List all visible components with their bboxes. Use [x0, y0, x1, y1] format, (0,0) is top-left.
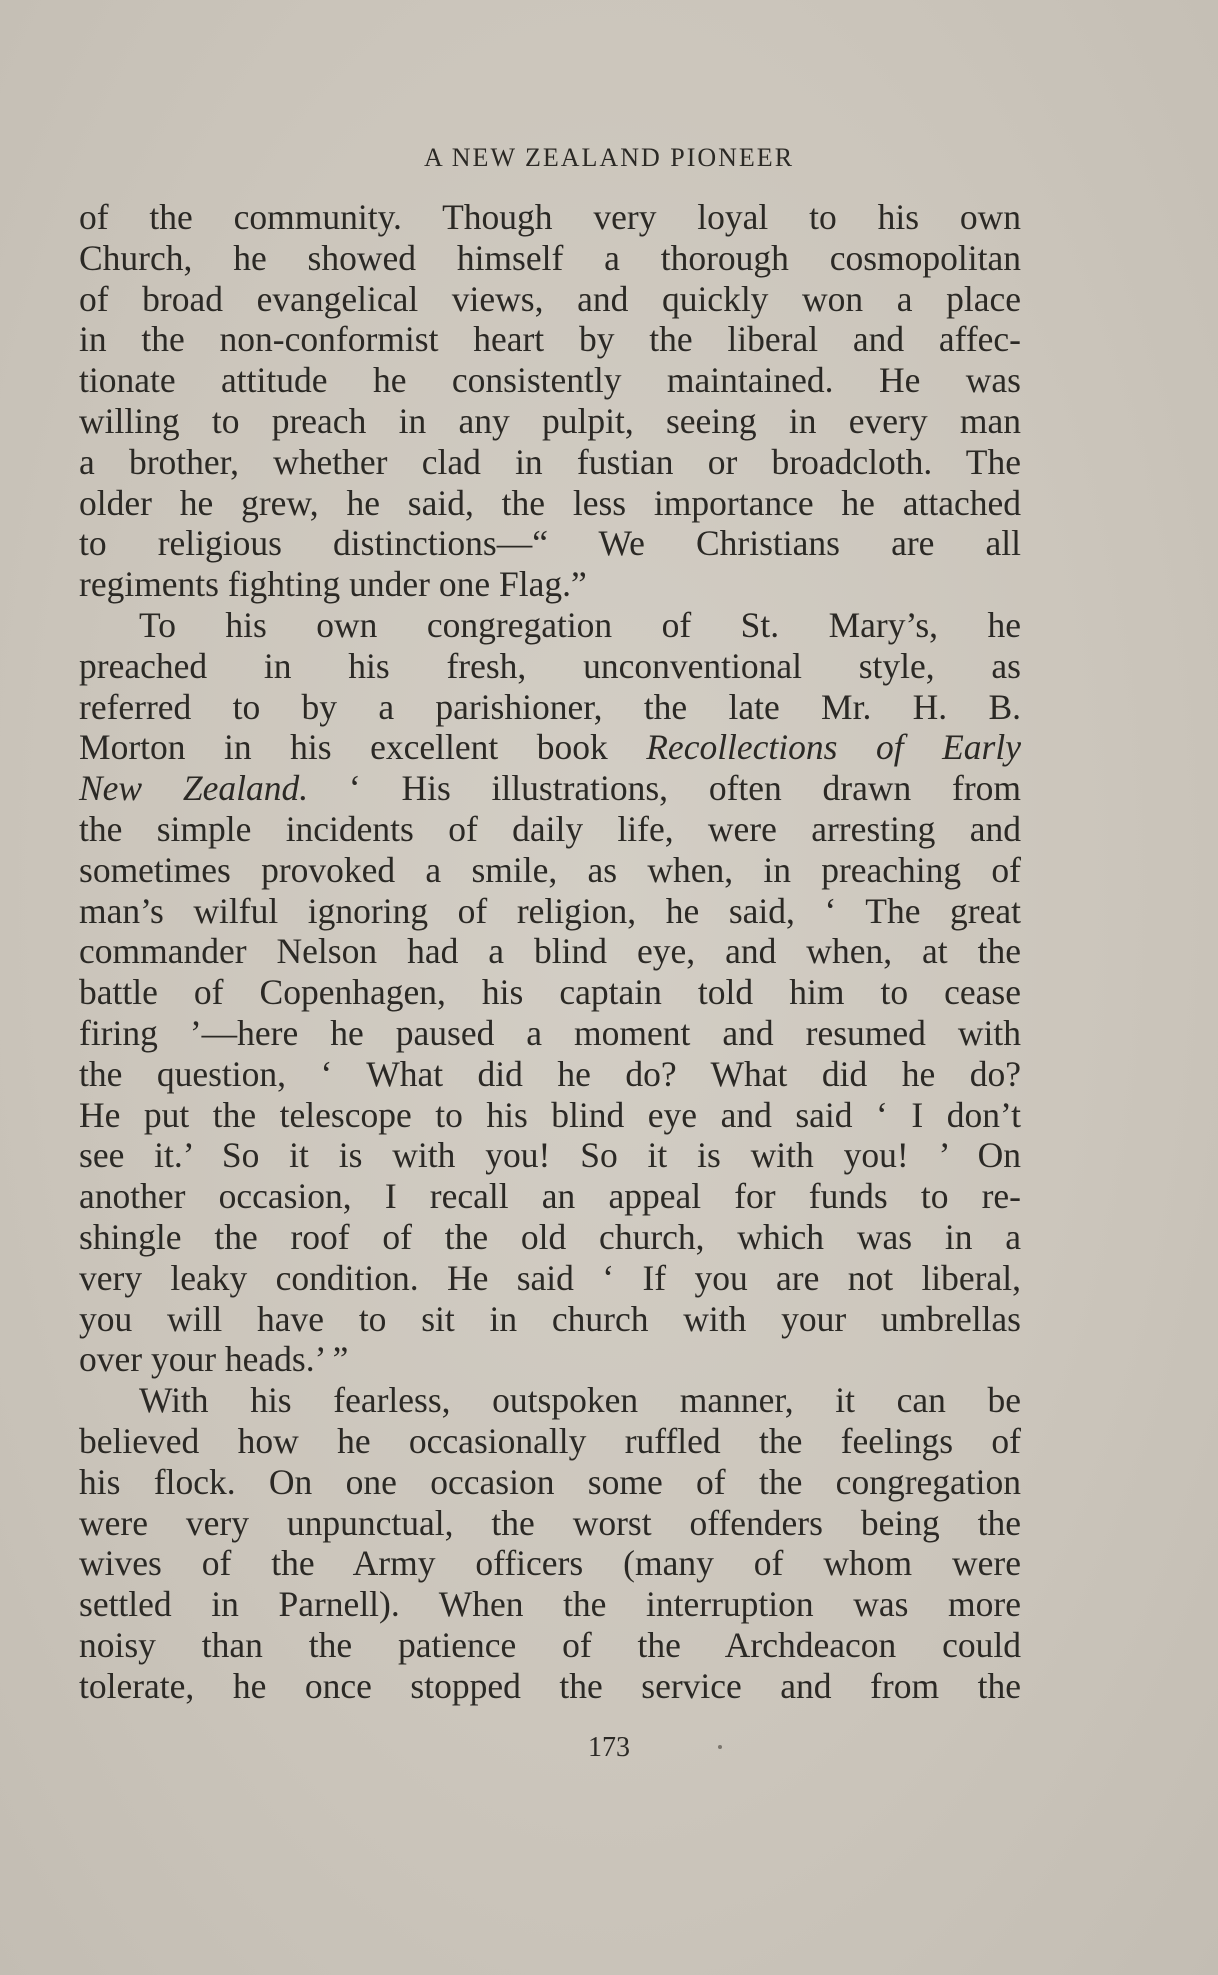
text-segment: you will have to sit in church with your umbrellas	[79, 1298, 1021, 1339]
text-line	[79, 931, 1021, 972]
text-segment: referred to by a parishioner, the late Mr. H. B.	[79, 686, 1021, 727]
text-line	[79, 1625, 1021, 1666]
text-line	[79, 1095, 1021, 1136]
text-line	[79, 564, 1021, 605]
text-segment: a brother, whether clad in fustian or broadcloth. The	[79, 441, 1021, 482]
book-title-italic: New Zealand.	[79, 768, 309, 809]
text-line	[79, 1339, 1021, 1380]
text-segment: firing ’—here he paused a moment and resumed with	[79, 1012, 1021, 1053]
text-line	[79, 1462, 1021, 1503]
text-segment: sometimes provoked a smile, as when, in preaching of	[79, 849, 1021, 890]
text-line	[79, 483, 1021, 524]
text-segment: Church, he showed himself a thorough cosmopolitan	[79, 237, 1021, 278]
text-line	[79, 687, 1021, 728]
text-line	[79, 1135, 1021, 1176]
text-segment: With his fearless, outspoken manner, it can be	[139, 1380, 1021, 1421]
text-segment: of broad evangelical views, and quickly won a place	[79, 278, 1021, 319]
text-segment: ‘ His illustrations, often drawn from	[308, 768, 1022, 809]
text-line	[79, 850, 1021, 891]
text-segment: commander Nelson had a blind eye, and when, at the	[79, 931, 1021, 972]
text-segment: Morton in his excellent book	[79, 727, 647, 768]
text-line	[79, 891, 1021, 932]
text-segment: wives of the Army officers (many of whom were	[79, 1543, 1021, 1584]
text-segment: To his own congregation of St. Mary’s, he	[139, 604, 1021, 645]
text-line	[79, 727, 1021, 768]
book-title-italic: Recollections of Early	[646, 727, 1021, 768]
text-segment: his flock. On one occasion some of the congregation	[79, 1461, 1021, 1502]
text-line	[79, 1503, 1021, 1544]
text-line	[79, 1299, 1021, 1340]
text-segment: see it.’ So it is with you! So it is with you! ’ On	[79, 1135, 1021, 1176]
text-segment: willing to preach in any pulpit, seeing in every man	[79, 400, 1021, 441]
text-segment: another occasion, I recall an appeal for funds to re-	[79, 1176, 1021, 1217]
text-line	[79, 1258, 1021, 1299]
text-line	[79, 523, 1021, 564]
text-segment: in the non-conformist heart by the liberal and affec-	[79, 319, 1021, 360]
text-line	[79, 1054, 1021, 1095]
text-segment: regiments fighting under one Flag.”	[79, 564, 587, 605]
text-segment: over your heads.’ ”	[79, 1339, 349, 1380]
text-segment: settled in Parnell). When the interruption was more	[79, 1584, 1021, 1625]
text-line	[79, 197, 1021, 238]
text-segment: battle of Copenhagen, his captain told him to cease	[79, 972, 1021, 1013]
text-line	[79, 319, 1021, 360]
text-line	[79, 279, 1021, 320]
paragraph-first-line	[79, 1380, 1021, 1421]
text-line	[79, 1543, 1021, 1584]
page-number: 173	[588, 1732, 630, 1763]
text-segment: tionate attitude he consistently maintained. He was	[79, 360, 1021, 401]
text-segment: man’s wilful ignoring of religion, he said, ‘ The great	[79, 890, 1021, 931]
text-segment: the simple incidents of daily life, were arresting and	[79, 808, 1021, 849]
body-text	[79, 197, 1021, 1706]
text-segment: believed how he occasionally ruffled the feelings of	[79, 1420, 1021, 1461]
paragraph-first-line	[79, 605, 1021, 646]
text-line	[79, 1584, 1021, 1625]
text-line	[79, 1013, 1021, 1054]
text-segment: noisy than the patience of the Archdeacon could	[79, 1624, 1021, 1665]
text-segment: were very unpunctual, the worst offenders being the	[79, 1502, 1021, 1543]
text-line	[79, 238, 1021, 279]
text-line	[79, 1421, 1021, 1462]
text-line	[79, 401, 1021, 442]
text-line	[79, 809, 1021, 850]
text-segment: older he grew, he said, the less importance he attached	[79, 482, 1021, 523]
text-line	[79, 1217, 1021, 1258]
text-segment: of the community. Though very loyal to his own	[79, 197, 1021, 237]
text-line	[79, 646, 1021, 687]
text-segment: the question, ‘ What did he do? What did he do?	[79, 1053, 1021, 1094]
text-line	[79, 1176, 1021, 1217]
text-segment: shingle the roof of the old church, which was in a	[79, 1216, 1021, 1257]
text-line	[79, 360, 1021, 401]
text-segment: tolerate, he once stopped the service and from the	[79, 1665, 1021, 1706]
text-line	[79, 768, 1021, 809]
text-segment: very leaky condition. He said ‘ If you are not liberal,	[79, 1257, 1021, 1298]
text-line	[79, 442, 1021, 483]
paper-speck	[718, 1745, 722, 1749]
text-segment: He put the telescope to his blind eye and said ‘ I don’t	[79, 1094, 1021, 1135]
text-line	[79, 972, 1021, 1013]
running-head: A NEW ZEALAND PIONEER	[423, 143, 795, 172]
text-segment: preached in his fresh, unconventional style, as	[79, 645, 1021, 686]
text-line	[79, 1666, 1021, 1707]
text-segment: to religious distinctions—“ We Christians are all	[79, 523, 1021, 564]
